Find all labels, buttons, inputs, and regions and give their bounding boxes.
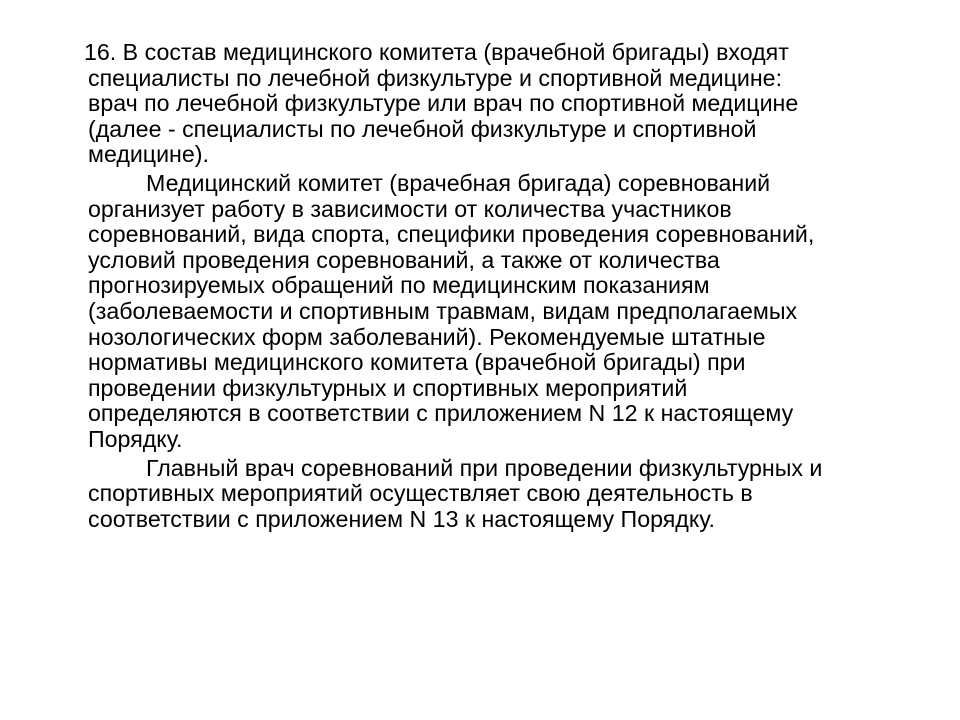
text-line: врач по лечебной физкультуре или врач по спортивной медицине [88,90,799,117]
text-line: медицине). [88,141,209,168]
text-line: проведении физкультурных и спортивных мероприятий [88,374,688,401]
text-line: Медицинский комитет (врачебная бригада) соревнований [146,169,771,196]
paragraph-medical-committee [88,171,928,453]
text-line: прогнозируемых обращений по медицинским показаниям [88,272,710,299]
paragraph-chief-doctor [88,456,928,533]
text-line: условий проведения соревнований, а также от количества [88,246,720,273]
text-line: организует работу в зависимости от количества участников [88,195,732,222]
paragraph-16 [84,39,928,168]
text-line: 16. В состав медицинского комитета (врачебной бригады) входят [84,39,789,65]
text-line: специалисты по лечебной физкультуре и спортивной медицине: [88,64,783,91]
document-text [84,39,928,535]
text-line: нозологических форм заболеваний). Рекомендуемые штатные [88,323,766,350]
text-line: Порядку. [88,425,183,452]
text-line: определяются в соответствии с приложением N 12 к настоящему [88,400,794,427]
text-line: соответствии с приложением N 13 к настоящему Порядку. [88,505,715,532]
text-line: спортивных мероприятий осуществляет свою деятельность в [88,480,753,507]
text-line: соревнований, вида спорта, специфики проведения соревнований, [88,221,815,248]
text-line: (заболеваемости и спортивным травмам, видам предполагаемых [88,297,798,324]
text-line: Главный врач соревнований при проведении физкультурных и [146,454,823,481]
text-line: нормативы медицинского комитета (врачебной бригады) при [88,349,746,376]
text-line: (далее - специалисты по лечебной физкультуре и спортивной [88,115,757,142]
